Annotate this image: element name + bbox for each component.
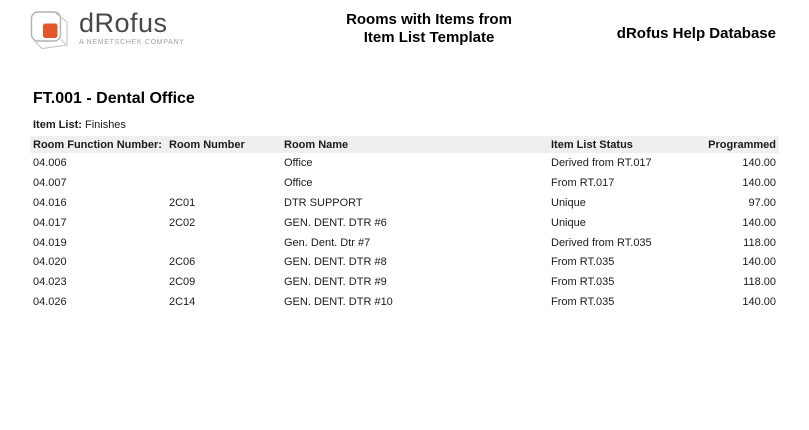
report-title (298, 11, 560, 46)
cell-room-name: Office (284, 156, 313, 169)
rooms-table (30, 136, 779, 312)
table-row (30, 252, 779, 272)
cell-programmed: 140.00 (742, 256, 776, 269)
cell-status: From RT.017 (551, 176, 615, 189)
cell-function-number: 04.006 (33, 156, 67, 169)
table-header-row (30, 136, 779, 153)
cell-room-name: GEN. DENT. DTR #6 (284, 216, 387, 229)
table-row (30, 233, 779, 253)
cell-status: Unique (551, 216, 586, 229)
table-row (30, 153, 779, 173)
cell-room-number: 2C14 (169, 296, 196, 309)
cell-programmed: 97.00 (748, 196, 776, 209)
table-row (30, 173, 779, 193)
cell-room-number (166, 153, 281, 173)
cell-function-number: 04.026 (33, 296, 67, 309)
brand-name: dRofus (79, 8, 168, 38)
cell-room-name: Office (284, 176, 313, 189)
cell-programmed: 118.00 (743, 236, 776, 249)
drofus-cube-icon (30, 10, 72, 50)
table-body (30, 153, 779, 312)
cell-status: Derived from RT.035 (551, 236, 652, 249)
cell-function-number: 04.023 (33, 276, 67, 289)
cell-programmed: 140.00 (742, 176, 776, 189)
cell-function-number: 04.016 (33, 196, 67, 209)
cell-room-number: 2C09 (169, 276, 196, 289)
cell-programmed: 140.00 (742, 156, 776, 169)
report-title-line1: Rooms with Items from (346, 11, 512, 28)
cell-room-number (166, 233, 281, 253)
cell-room-name: DTR SUPPORT (284, 196, 363, 209)
column-header: Programmed (691, 136, 779, 153)
cell-room-number: 2C01 (169, 196, 196, 209)
cell-status: From RT.035 (551, 256, 615, 269)
cell-status: Derived from RT.017 (551, 156, 652, 169)
cell-programmed: 140.00 (742, 296, 776, 309)
table-row (30, 292, 779, 312)
cell-status: From RT.035 (551, 276, 615, 289)
column-header: Room Number (166, 136, 281, 153)
cell-programmed: 140.00 (742, 216, 776, 229)
cell-room-number: 2C06 (169, 256, 196, 269)
column-header: Item List Status (548, 136, 691, 153)
cell-room-number (166, 173, 281, 193)
brand-tagline: A NEMETSCHEK COMPANY (79, 39, 185, 46)
cell-room-name: GEN. DENT. DTR #9 (284, 276, 387, 289)
logo-text (79, 10, 185, 46)
drofus-logo (30, 10, 185, 50)
database-title: dRofus Help Database (616, 25, 776, 42)
cell-programmed: 118.00 (743, 276, 776, 289)
column-header: Room Function Number: (30, 136, 166, 153)
table-row (30, 272, 779, 292)
section-heading: FT.001 - Dental Office (33, 90, 195, 107)
column-header: Room Name (281, 136, 548, 153)
cell-function-number: 04.007 (33, 176, 67, 189)
cell-room-name: GEN. DENT. DTR #10 (284, 296, 393, 309)
report-title-line2: Item List Template (363, 28, 495, 46)
table-row (30, 213, 779, 233)
cell-room-name: Gen. Dent. Dtr #7 (284, 236, 371, 249)
cell-function-number: 04.019 (33, 236, 67, 249)
cell-status: Unique (551, 196, 586, 209)
item-list-value: Finishes (84, 119, 126, 131)
cell-status: From RT.035 (551, 296, 615, 309)
cell-room-name: GEN. DENT. DTR #8 (284, 256, 387, 269)
item-list-line (33, 119, 126, 131)
cell-room-number: 2C02 (169, 216, 196, 229)
cell-function-number: 04.017 (33, 216, 67, 229)
cell-function-number: 04.020 (33, 256, 67, 269)
table-row (30, 193, 779, 213)
item-list-label: Item List: (33, 119, 82, 131)
